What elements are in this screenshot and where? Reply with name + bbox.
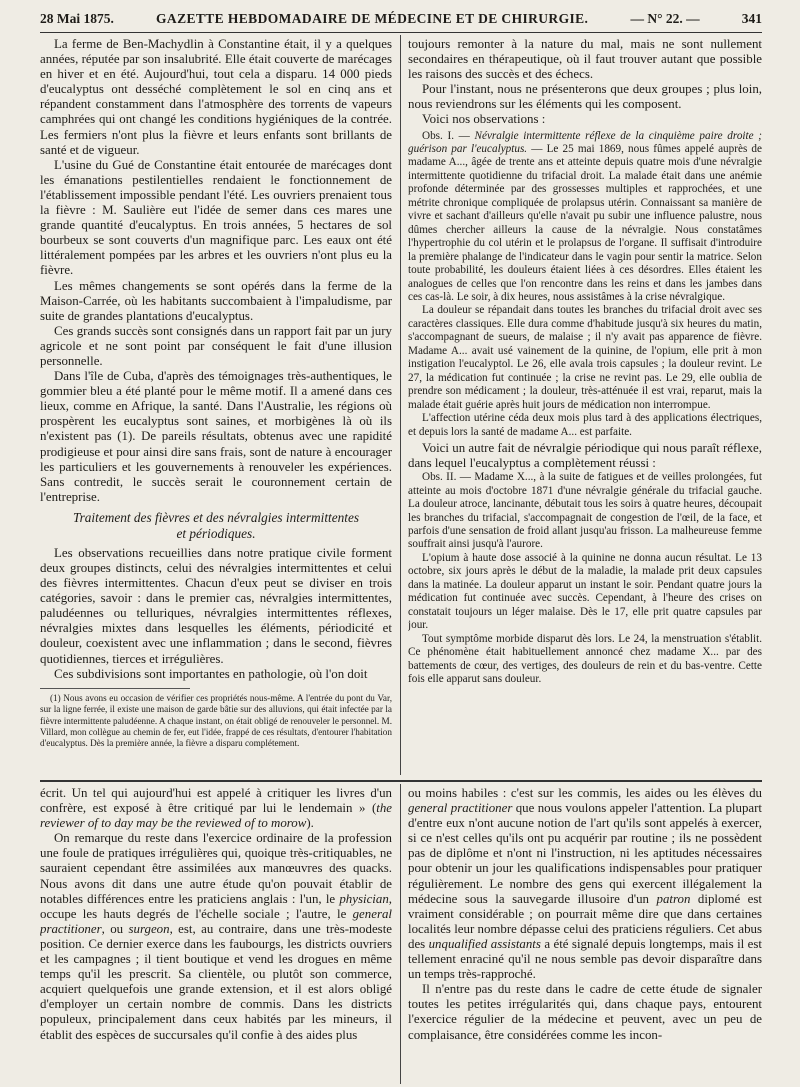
observation-paragraph: L'opium à haute dose associé à la quinine ne donna aucun résultat. Le 13 octobre, six jours après le début de la maladie, la malade prit deux capsules dans la matinée. La douleur apparut un instant le soir. Pendant quatre jours la médication fut continuée avec succès. Cependant, à l'heure des crises on constatait toujours un léger malaise. Dès le 17, elle prit quatre capsules par jour. xyxy=(408,551,762,632)
text-run: que nous voulons appeler l'attention. La plupart d'entre eux n'ont aucune notion de l'art qu'ils sont appelés à exercer, si ce n'est celles qu'ils ont pu acquérir par routine ; ils ne possèdent pas de diplôme et n'ont ni l'instruction, ni les aptitudes nécessaires pour obtenir un jour les qualifications indispensables pour pratiquer régulièrement. Le nombre des gens qui exercent illégalement la médecine sous la sauvegarde illusoire d'un xyxy=(408,801,762,906)
italic-term: general practitioner xyxy=(408,801,513,816)
paragraph: Pour l'instant, nous ne présenterons que deux groupes ; plus loin, nous reviendrons sur les éléments qui les composent. xyxy=(408,82,762,112)
text-run: On remarque du reste dans l'exercice ordinaire de la profession une foule de pratiques irrégulières qui, quoique très-critiquables, ne sauraient cependant être assimilées aux manœuvres des quacks. Nous avons dit dans une autre étude qu'on pouvait établir de notables différences entre les praticiens anglais : l'un, le xyxy=(40,831,392,906)
paragraph: Voici un autre fait de névralgie périodique qui nous paraît réflexe, dans lequel l'eucalyptus a complètement réussi : xyxy=(408,440,762,471)
text-run: , est, au contraire, dans une très-modeste position. Ce dernier exerce dans les faubourgs, les districts ouvriers et les campagnes ; il tient boutique et vend les drogues en même temps qu'il les prescrit. Sa clientèle, ou plutôt son commerce, acquiert quelquefois une grande extension, et il est alors obligé d'employer un certain nombre de commis. Dans les districts populeux, principalement dans ceux habités par les mineurs, il établit des espèces de succursales qu'il confie à des aides plus xyxy=(40,921,392,1042)
lower-right-column xyxy=(408,786,762,1086)
header-rule xyxy=(40,32,762,33)
paragraph: La ferme de Ben-Machydlin à Constantine était, il y a quelques années, réputée par son insalubrité. Elle était couverte de marécages en hiver et en été. Aujourd'hui, tout cela a disparu. 14 000 pieds d'eucalyptus ont desséché complètement le sol en cinq ans et répandent constamment dans l'atmosphère des torrents de vapeurs camphrées qui ont changé les conditions hygiéniques de la contrée. Les fermiers n'ont plus la fièvre et leurs enfants sont brillants de santé et de vigueur. xyxy=(40,37,392,157)
text-run: a été signalé depuis longtemps, mais il est tellement enraciné qu'il ne nous semble pas devoir disparaître dans un temps très-rapproché. xyxy=(408,936,762,982)
text-run: , occupe les hauts degrés de l'échelle sociale ; l'autre, le xyxy=(40,891,392,921)
text-run: ). xyxy=(306,816,314,831)
observation-paragraph: La douleur se répandait dans toutes les branches du trifacial droit avec ses caractères classiques. Elle dura comme d'habitude jusqu'à six heures du matin, s'accompagnant de sueurs, de malaise ; il n'y avait pas apparence de fièvre. Madame A... avait usé vainement de la quinine, de l'opium, elle prit à mon instigation l'eucalyptol. Le 26, elle avala trois capsules ; la douleur revint. Le 27, la médication fut continuée ; la crise ne revint pas. Le 29, elle oublia de prendre son médicament ; la douleur, très-atténuée il est vrai, reparut, mais la malade était guérie après huit jours de médication non interrompue. xyxy=(408,304,762,411)
paragraph: Les observations recueillies dans notre pratique civile forment deux groupes distincts, celui des névralgies intermittentes et celui des fièvres intermittentes. Chacun d'eux peut se diviser en trois catégories, savoir : dans le premier cas, névralgies intermittentes, paludéennes ou telluriques, névralgies intermittentes réflexes, névralgies mixtes dans lesquelles les éléments, périodicité et douleur, coexistent avec une inflammation ; dans le second, fièvres quotidiennes, tierces et irrégulières. xyxy=(40,545,392,666)
text-run: ou moins habiles : c'est sur les commis, les aides ou les élèves du xyxy=(408,786,762,800)
paragraph: toujours remonter à la nature du mal, mais ne sont nullement secondaires en thérapeutique, où il faut trouver autant que possible les raisons des succès et des échecs. xyxy=(408,37,762,82)
paragraph xyxy=(40,786,392,831)
journal-title: GAZETTE HEBDOMADAIRE DE MÉDECINE ET DE CHIRURGIE. xyxy=(156,11,589,26)
upper-right-column xyxy=(408,37,762,773)
header-date: 28 Mai 1875. xyxy=(40,11,114,26)
page-number: 341 xyxy=(741,11,762,26)
observation-2: Obs. II. — Madame X..., à la suite de fatigues et de veilles prolongées, fut atteinte au mois d'octobre 1871 d'une névralgie générale du trifacial gauche. La douleur atroce, lancinante, débutait tous les soirs à quatre heures, découpait les branches du trifacial, s'accompagnait de congestion de l'œil, de la face, et parfois d'une sensation de froid allant jusqu'au frisson. La malheureuse femme souffrait ainsi jusqu'à l'aurore. xyxy=(408,471,762,551)
paragraph: Dans l'île de Cuba, d'après des témoignages très-authentiques, le gommier bleu a été planté pour le même motif. Il a amené dans ces lieux, comme en Afrique, la santé. Dans l'Australie, les régions où prospèrent les eucalyptus sont saines, et morbigènes là où ils n'existent pas (1). De pareils résultats, obtenus avec une rapidité prodigieuse et pour ainsi dire sans frais, sont de nature à encourager les particuliers et les gouvernements à renouveler les expériences. Sans contredit, le succès serait le couronnement certain de l'entreprise. xyxy=(40,369,392,504)
italic-term: surgeon xyxy=(128,921,170,936)
italic-quote: the reviewer of to day may be the reviewed of to morow xyxy=(40,801,392,831)
italic-term: physician xyxy=(339,891,389,906)
observation-paragraph: L'affection utérine céda deux mois plus tard à des applications électriques, et depuis lors la santé de madame A... est parfaite. xyxy=(408,412,762,438)
footnote: (1) Nous avons eu occasion de vérifier ces propriétés nous-même. A l'entrée du pont du Var, sur la ligne ferrée, il existe une maison de garde bâtie sur des alluvions, qui était infectée par la fièvre intermittente paludéenne. A chaque instant, on était obligé de renouveler le personnel. M. Villard, mon collègue au chemin de fer, eut l'idée, frappé de ces résultats, d'entourer l'habitation d'eucalyptus. Dès la première année, la fièvre a disparu complétement. xyxy=(40,692,392,749)
paragraph: Ces grands succès sont consignés dans un rapport fait par un jury agricole et ne sont point par conséquent le fait d'une illusion personnelle. xyxy=(40,323,392,368)
issue-number: — N° 22. — xyxy=(630,11,700,26)
observation-paragraph: Tout symptôme morbide disparut dès lors. Le 24, la menstruation s'établit. Ce phénomène était habituellement annoncé chez madame X... par des battements de cœur, des vertiges, des douleurs de rein et du bas-ventre. Cette fois elle apparut sans douleur. xyxy=(408,632,762,685)
italic-term: unqualified assistants xyxy=(428,936,541,951)
text-run: diplomé est vraiment considérable ; on pourrait même dire que dans certaines localités leur nombre dépasse celui des praticiens réguliers. Cet abus des xyxy=(408,891,762,951)
page-header xyxy=(40,6,762,32)
section-heading xyxy=(40,510,392,542)
paragraph: Les mêmes changements se sont opérés dans la ferme de la Maison-Carrée, où les habitants succombaient à l'impaludisme, par suite de grandes plantations d'eucalyptus. xyxy=(40,278,392,323)
paragraph: L'usine du Gué de Constantine était entourée de marécages dont les émanations pestilentielles rendaient le fonctionnement de l'établissement impossible pendant l'été. Les ouvriers prenaient tous la fièvre : M. Saulière eut l'idée de semer dans ces mares une grande quantité d'eucalyptus. En trois années, 5 hectares de sol bourbeux se sont couverts d'un magnifique parc. Les eaux ont été littéralement pompées par les arbres et les ouvriers n'ont plus eu la fièvre. xyxy=(40,157,392,278)
column-separator xyxy=(400,35,401,775)
italic-term: patron xyxy=(656,891,691,906)
section-divider xyxy=(40,780,762,782)
observation-title: Névralgie intermittente réflexe de la cinquième paire droite ; guérison par l'eucalyptus. xyxy=(408,129,762,156)
section-heading-line: Traitement des fièvres et des névralgies intermittentes xyxy=(72,509,360,525)
text-run: écrit. Un tel qui aujourd'hui est appelé à critiquer les livres d'un confrère, est exposé à être critiqué par lui le lendemain » ( xyxy=(40,786,392,816)
section-heading-line: et périodiques. xyxy=(176,525,256,541)
text-run: , ou xyxy=(101,921,129,936)
observation-text: — Le 25 mai 1869, nous fûmes appelé auprès de madame A..., âgée de trente ans et atteinte depuis quatre mois d'une névralgie intermittente quotidienne du trifacial droit. La malade était dans une anémie profonde déterminée par des grossesses multiples et rapprochées, et une métrite chronique compliquée de prolapsus utérin. Connaissant sa manière de vivre et sachant d'ailleurs qu'elle n'avait pu subir une influence palustre, nous dûmes chercher ailleurs la cause de la névralgie. Nous constatâmes l'hypertrophie du col utérin et le prolapsus de l'organe. Il suffisait d'introduire la première phalange de l'indicateur dans le vagin pour sentir la matrice. Selon toute probabilité, les douleurs étaient liées à ces désordres. Elles étaient les analogues de celles que l'on rencontre dans les reins et dans les jambes dans ces cas-là. Le soir, à dix heures, nous assistâmes à la crise névralgique. xyxy=(408,143,762,303)
paragraph xyxy=(40,831,392,1042)
upper-left-column xyxy=(40,37,392,773)
italic-term: general practitioner xyxy=(40,906,392,936)
paragraph: Il n'entre pas du reste dans le cadre de cette étude de signaler toutes les petites irrégularités qui, dans chaque pays, entourent l'exercice régulier de la médecine et peuvent, avec un peu de complaisance, être considérées comme les incon- xyxy=(408,982,762,1042)
observation-1 xyxy=(408,130,762,305)
lower-left-column xyxy=(40,786,392,1086)
column-separator xyxy=(400,784,401,1084)
observation-label: Obs. I. — xyxy=(422,129,475,142)
footnote-rule xyxy=(40,688,190,689)
paragraph xyxy=(408,786,762,982)
paragraph: Voici nos observations : xyxy=(422,112,546,127)
paragraph: Ces subdivisions sont importantes en pathologie, où l'on doit xyxy=(54,666,368,681)
